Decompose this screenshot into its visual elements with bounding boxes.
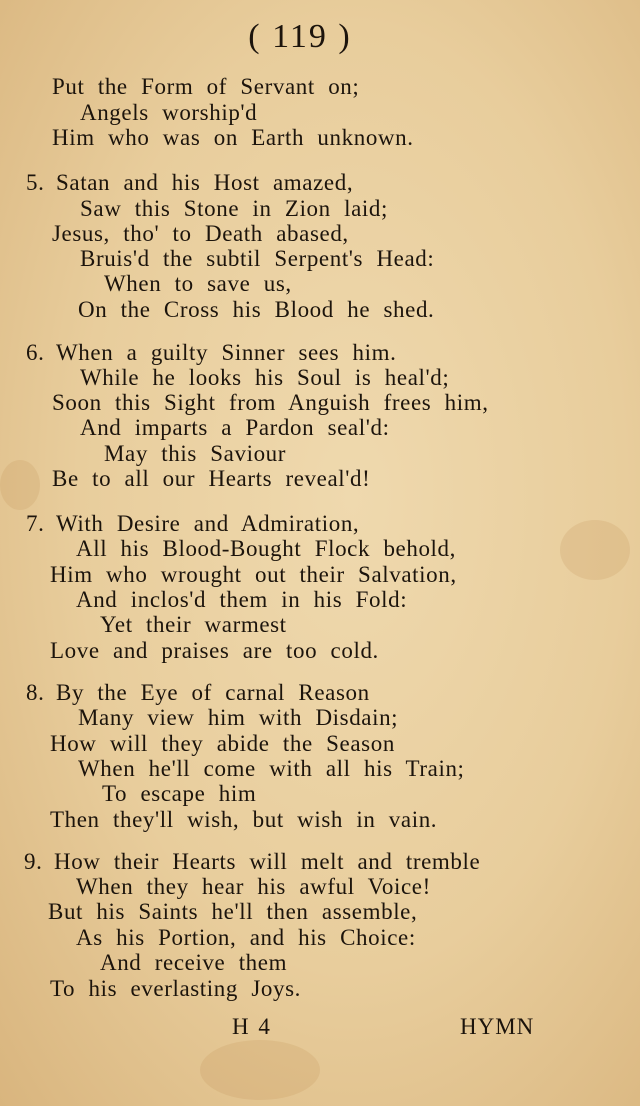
verse-line: Him who wrought out their Salvation, [50, 562, 457, 587]
verse-line: Jesus, tho' to Death abased, [52, 221, 349, 246]
verse-line: To escape him [102, 781, 257, 806]
stanza-number: 9. [24, 849, 43, 874]
verse-line: Many view him with Disdain; [78, 705, 399, 730]
verse-line: Put the Form of Servant on; [52, 74, 360, 99]
stanza-number: 6. [26, 340, 45, 365]
verse-line: As his Portion, and his Choice: [76, 925, 416, 950]
stanza-number: 8. [26, 680, 45, 705]
verse-line: Love and praises are too cold. [50, 638, 379, 663]
verse-line: When to save us, [104, 271, 292, 296]
verse-line: Angels worship'd [80, 100, 258, 125]
verse-line: And receive them [100, 950, 288, 975]
verse-line: Then they'll wish, but wish in vain. [50, 807, 438, 832]
verse-line: Be to all our Hearts reveal'd! [52, 466, 371, 491]
verse-line: And inclos'd them in his Fold: [76, 587, 408, 612]
stanza-9-first-line: 9. How their Hearts will melt and tremble [24, 849, 481, 874]
stanza-6-first-line: 6. When a guilty Sinner sees him. [26, 340, 397, 365]
stanza-5-first-line: 5. Satan and his Host amazed, [26, 170, 354, 195]
page-number: ( 119 ) [248, 18, 352, 55]
verse-line: Yet their warmest [100, 612, 287, 637]
catchword: HYMN [460, 1014, 535, 1039]
paper-stain [200, 1040, 320, 1100]
verse-line: While he looks his Soul is heal'd; [80, 365, 450, 390]
verse-line: When they hear his awful Voice! [76, 874, 431, 899]
paper-stain [0, 460, 40, 510]
verse-line: Him who was on Earth unknown. [52, 125, 414, 150]
verse-line: How will they abide the Season [50, 731, 395, 756]
verse-line: When he'll come with all his Train; [78, 756, 465, 781]
stanza-number: 7. [26, 511, 45, 536]
stanza-8-first-line: 8. By the Eye of carnal Reason [26, 680, 370, 705]
verse-line: May this Saviour [104, 441, 287, 466]
verse-line: On the Cross his Blood he shed. [78, 297, 435, 322]
paper-stain [560, 520, 630, 580]
verse-line: Bruis'd the subtil Serpent's Head: [80, 246, 435, 271]
verse-line: And imparts a Pardon seal'd: [80, 415, 390, 440]
verse-line: But his Saints he'll then assemble, [48, 899, 418, 924]
stanza-number: 5. [26, 170, 45, 195]
stanza-7-first-line: 7. With Desire and Admiration, [26, 511, 360, 536]
verse-line: Soon this Sight from Anguish frees him, [52, 390, 489, 415]
signature-mark: H 4 [232, 1014, 272, 1039]
verse-line: All his Blood-Bought Flock behold, [76, 536, 456, 561]
verse-line: To his everlasting Joys. [50, 976, 301, 1001]
verse-line: Saw this Stone in Zion laid; [80, 196, 388, 221]
